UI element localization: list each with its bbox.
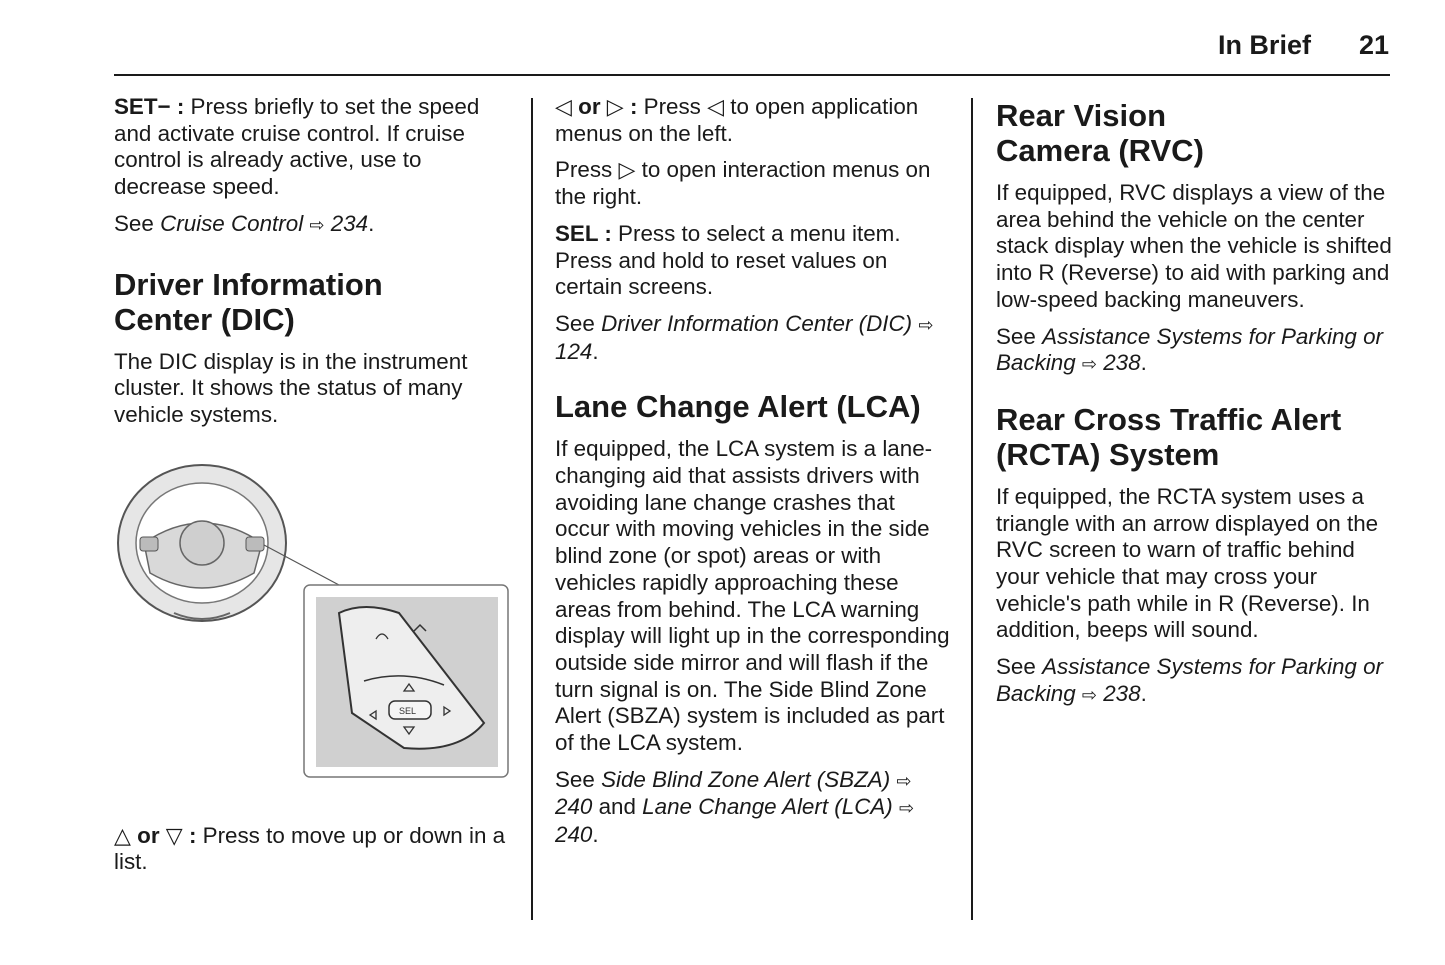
see-parking-2: See Assistance Systems for Parking or Backing ⇨ 238. [996,654,1384,706]
set-text: Press briefly to set the speed and activate cruise control. If cruise control is already active, use to decrease speed. [114,94,480,200]
updown-text: Press to move up or down in a list. [114,822,506,875]
down-triangle-icon: ▽ [165,822,183,848]
press-text: Press [637,94,708,119]
xref-parking-backing[interactable]: Assistance Systems for Parking or Backing [996,654,1384,706]
column-1 [114,94,514,886]
column-divider-1 [531,98,533,920]
or-label: or [137,822,160,848]
dic-paragraph: The DIC display is in the instrument cluster. It shows the status of many vehicle systems. [114,348,468,427]
page-ref: 234 [330,210,369,236]
left-triangle-icon: ◁ [555,94,572,119]
right-triangle-icon: ▷ [618,157,636,183]
heading-rcta: Rear Cross Traffic Alert (RCTA) System [996,401,1342,472]
rvc-paragraph: If equipped, RVC displays a view of the area behind the vehicle on the center stack display when the vehicle is shifted into R (Reverse) to aid with parking and low-speed backing maneuvers. [996,180,1392,312]
heading-lca: Lane Change Alert (LCA) [555,389,921,425]
heading-rvc: Rear Vision Camera (RVC) [996,98,1204,168]
xref-cruise-control[interactable]: Cruise Control [160,210,304,236]
press-right-paragraph [555,157,955,210]
xref-dic[interactable]: Driver Information Center (DIC) [601,310,913,336]
lca-paragraph: If equipped, the LCA system is a lane-changing aid that assists drivers with avoiding lane change crashes that occur with moving vehicles in the side blind zone (or spot) areas or with vehicles rapidly approaching these areas from behind. The LCA warning display will light up in the corresponding outside side mirror and will flash if the turn signal is on. The Side Blind Zone Alert (SBZA) system is included as part of the LCA system. [555,436,950,756]
see-prefix: See [114,210,161,236]
page-ref: 124 [555,338,593,364]
sel-text: Press to select a menu item. Press and hold to reset values on certain screens. [555,220,901,300]
see-prefix: See [555,310,602,336]
page-number: 21 [1358,30,1389,60]
colon-label: : [629,94,638,119]
right-triangle-icon: ▷ [606,94,624,119]
header-rule [114,74,1390,76]
steering-wheel-illustration [114,463,514,783]
up-triangle-icon: △ [114,822,131,848]
steering-wheel-figure [114,463,514,783]
leftright-paragraph [555,94,955,147]
page-header [1218,30,1389,61]
ref-arrow-icon: ⇨ [896,770,912,791]
ref-arrow-icon: ⇨ [899,798,915,819]
press-text: Press [555,157,619,183]
page-ref: 238 [1103,350,1141,376]
colon-label: : [188,822,197,848]
ref-arrow-icon: ⇨ [918,314,934,335]
sel-label: SEL : [555,220,612,246]
see-cruise: See Cruise Control ⇨ 234. [114,210,375,236]
see-sbza-lca: See Side Blind Zone Alert (SBZA) ⇨ 240 and Lane Change Alert (LCA) ⇨ 240. [555,766,915,848]
heading-dic: Driver Information Center (DIC) [114,266,383,337]
sel-button-label: SEL [399,705,417,716]
press-right-text: to open interaction menus on the right. [555,157,931,210]
ref-arrow-icon: ⇨ [1081,354,1097,375]
see-prefix: See [996,323,1043,349]
page-ref: 240 [555,822,593,848]
set-paragraph [114,94,514,201]
or-label: or [578,94,601,119]
sel-paragraph [555,221,955,301]
ref-arrow-icon: ⇨ [309,214,325,235]
page-ref: 240 [555,794,593,820]
updown-paragraph [114,823,514,876]
see-prefix: See [996,654,1043,680]
ref-arrow-icon: ⇨ [1081,684,1097,705]
page-ref: 238 [1103,680,1141,706]
leftright-text: to open application menus on the left. [555,94,919,146]
rcta-paragraph: If equipped, the RCTA system uses a triangle with an arrow displayed on the RVC screen to warn of traffic behind your vehicle that may cross your vehicle's path while in R (Reverse). In addition, beeps will sound. [996,483,1379,643]
and-text: and [592,794,643,820]
see-prefix: See [555,766,602,792]
section-title: In Brief [1217,30,1311,60]
set-label: SET− : [114,94,185,119]
xref-lca[interactable]: Lane Change Alert (LCA) [642,794,893,820]
column-2 [555,94,955,859]
xref-sbza[interactable]: Side Blind Zone Alert (SBZA) [601,766,891,792]
see-parking-1: See Assistance Systems for Parking or Backing ⇨ 238. [996,323,1384,376]
column-divider-2 [971,98,973,920]
column-3 [996,94,1396,719]
xref-parking-backing[interactable]: Assistance Systems for Parking or Backing [996,323,1384,376]
see-dic: See Driver Information Center (DIC) ⇨ 124. [555,310,934,364]
left-triangle-icon: ◁ [707,94,725,119]
